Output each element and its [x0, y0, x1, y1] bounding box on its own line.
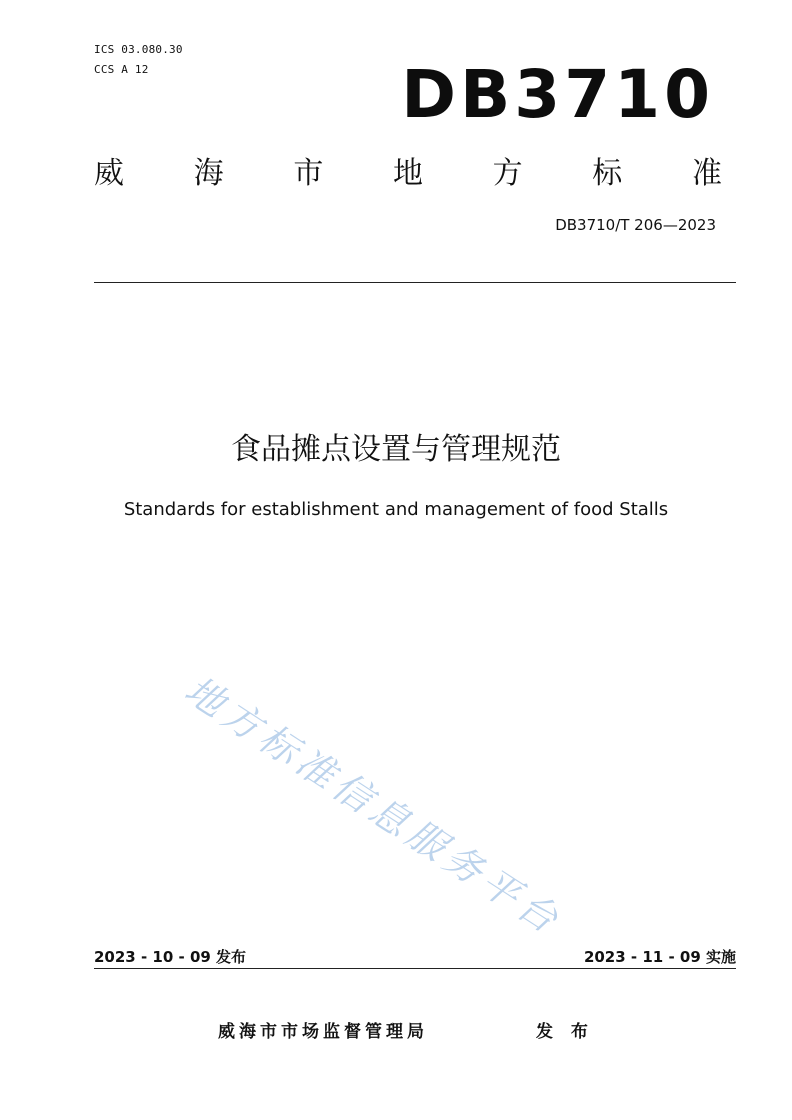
standard-type-char: 威 [94, 156, 124, 191]
standard-type-char: 标 [592, 156, 623, 191]
document-title-chinese: 食品摊点设置与管理规范 [231, 432, 561, 467]
implement-date: 2023 - 11 - 09 实施 [583, 948, 736, 966]
issuing-label: 发 布 [536, 1022, 594, 1042]
classification-codes [94, 40, 183, 80]
standard-type-char: 地 [392, 156, 423, 191]
publish-date: 2023 - 10 - 09 发布 [94, 948, 247, 966]
bottom-divider [94, 968, 736, 969]
issuing-authority: 威海市市场监督管理局 [218, 1022, 428, 1042]
standard-type-char: 准 [691, 156, 722, 191]
ics-code: ICS 03.080.30 [94, 43, 183, 56]
top-divider [94, 282, 736, 283]
standard-type-char: 市 [293, 156, 324, 191]
standard-number: DB3710/T 206—2023 [555, 216, 716, 234]
standard-logo: DB3710 [401, 56, 714, 133]
standard-type-char: 海 [193, 156, 224, 191]
watermark: 地方标准信息服务平台 [177, 667, 571, 945]
standard-type-heading [94, 152, 722, 196]
document-title-english: Standards for establishment and management of food Stalls [123, 499, 669, 520]
standard-type-char: 方 [492, 156, 523, 191]
ccs-code: CCS A 12 [94, 63, 149, 76]
